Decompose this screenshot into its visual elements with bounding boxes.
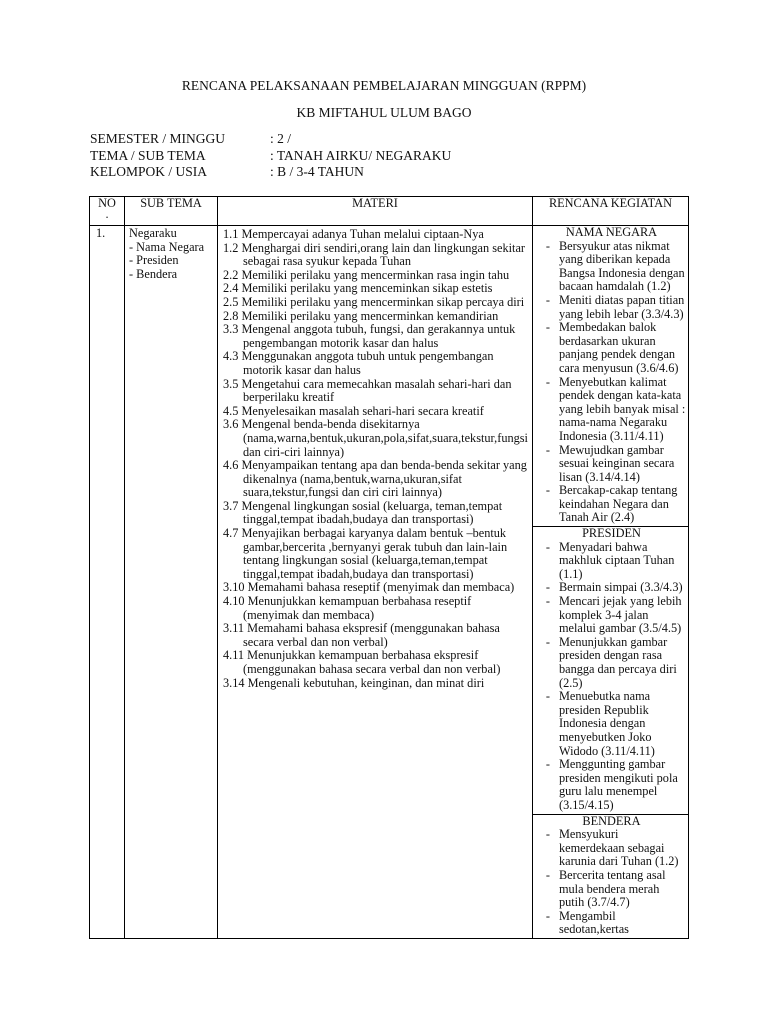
rencana-item	[537, 581, 686, 595]
dash-bullet-icon: -	[545, 689, 551, 704]
rencana-item	[537, 444, 686, 485]
rencana-item-text: Menyebutkan kalimat pendek dengan kata-kata yang lebih banyak misal : nama-nama Negaraku Indonesia (3.11/4.11)	[558, 374, 686, 443]
rencana-item-text: Menggunting gambar presiden mengikuti pola guru lalu menempel (3.15/4.15)	[558, 757, 678, 812]
materi-item: 2.5 Memiliki perilaku yang mencerminkan sikap percaya diri	[223, 294, 525, 309]
meta-row-kelompok	[90, 164, 451, 181]
rencana-item-text: Mencari jejak yang lebih komplek 3-4 jalan melalui gambar (3.5/4.5)	[558, 594, 682, 636]
rencana-item	[537, 321, 686, 375]
dash-bullet-icon: -	[545, 320, 551, 335]
dash-bullet-icon: -	[545, 594, 551, 609]
materi-item: 1.1 Mempercayai adanya Tuhan melalui ciptaan-Nya	[223, 227, 484, 241]
rencana-item	[537, 828, 686, 869]
meta-info	[90, 131, 451, 181]
meta-label: TEMA / SUB TEMA	[90, 147, 206, 163]
rppm-table	[89, 196, 689, 939]
rencana-item	[537, 910, 686, 937]
rencana-item-text: Mewujudkan gambar sesuai keinginan secara lisan (3.14/4.14)	[558, 442, 675, 484]
rencana-item-text: Menyadari bahwa makhluk ciptaan Tuhan (1.1)	[558, 539, 675, 581]
meta-value: : 2 /	[270, 131, 292, 146]
materi-item: 4.11 Menunjukkan kemampuan berbahasa ekspresif (menggunakan bahasa secara verbal dan non verbal)	[223, 648, 501, 676]
dash-bullet-icon: -	[545, 580, 551, 595]
rencana-sections	[533, 226, 688, 938]
materi-item: 2.8 Memiliki perilaku yang mencerminkan kemandirian	[223, 308, 499, 323]
header-no	[90, 197, 125, 226]
dash-bullet-icon: -	[545, 374, 551, 389]
materi-list	[218, 226, 532, 690]
header-no-text: NO .	[98, 196, 116, 221]
materi-item: 3.7 Mengenal lingkungan sosial (keluarga, teman,tempat tinggal,tempat ibadah,budaya dan transportasi)	[223, 498, 503, 527]
dash-bullet-icon: -	[545, 442, 551, 457]
header-rencana: RENCANA KEGIATAN	[532, 197, 688, 226]
rencana-item-text: Membedakan balok berdasarkan ukuran panjang pendek dengan cara menyusun (3.6/4.6)	[558, 320, 679, 375]
dash-bullet-icon: -	[545, 908, 551, 923]
rencana-item-text: Mensyukuri kemerdekaan sebagai karunia dari Tuhan (1.2)	[558, 827, 679, 869]
rencana-cell	[532, 226, 688, 939]
dash-bullet-icon: -	[545, 634, 551, 649]
rencana-item-text: Mengambil sedotan,kertas	[558, 908, 629, 937]
rencana-section	[533, 226, 688, 527]
rencana-item	[537, 869, 686, 910]
meta-value: : TANAH AIRKU/ NEGARAKU	[270, 147, 452, 163]
rencana-item-text: Menunjukkan gambar presiden dengan rasa bangga dan percaya diri (2.5)	[558, 634, 677, 690]
rencana-section-heading: NAMA NEGARA	[565, 225, 658, 239]
dash-bullet-icon: -	[545, 827, 551, 842]
dash-bullet-icon: -	[545, 757, 551, 772]
row-number: 1.	[90, 226, 125, 939]
header-materi: MATERI	[218, 197, 533, 226]
dash-bullet-icon: -	[545, 867, 551, 882]
materi-item: 3.11 Memahami bahasa ekspresif (menggunakan bahasa secara verbal dan non verbal)	[223, 621, 500, 649]
meta-row-semester	[90, 131, 451, 148]
materi-item: 4.5 Menyelesaikan masalah sehari-hari secara kreatif	[223, 403, 484, 418]
rencana-section	[533, 815, 688, 938]
materi-item: 4.6 Menyampaikan tentang apa dan benda-benda sekitar yang dikenalnya (nama,bentuk,warna,ukuran,sifat suara,tekstur,fungsi dan ciri ciri lainnya)	[223, 458, 527, 500]
meta-label: SEMESTER / MINGGU	[90, 131, 226, 146]
dash-bullet-icon: -	[545, 292, 551, 307]
materi-item: 4.7 Menyajikan berbagai karyanya dalam bentuk –bentuk gambar,bercerita ,bernyanyi gerak tubuh dan lain-lain tentang lingkungan sosial (keluarga,teman,tempat tinggal,tempat ibadah,budaya dan transportasi)	[223, 526, 508, 581]
rencana-item-text: Bermain simpai (3.3/4.3)	[558, 580, 683, 595]
table-header-row	[90, 197, 689, 226]
materi-item: 3.14 Mengenali kebutuhan, keinginan, dan minat diri	[223, 675, 485, 690]
materi-item: 3.6 Mengenal benda-benda disekitarnya (nama,warna,bentuk,ukuran,pola,sifat,suara,tekstur,fungsi dan ciri-ciri lainnya)	[223, 417, 528, 459]
rencana-item-text: Bersyukur atas nikmat yang diberikan kepada Bangsa Indonesia dengan bacaan hamdalah (1.2)	[558, 238, 685, 294]
header-sub-tema: SUB TEMA	[125, 197, 218, 226]
document-title: RENCANA PELAKSANAAN PEMBELAJARAN MINGGUAN (RPPM)	[181, 78, 587, 93]
table-row	[90, 226, 689, 939]
materi-cell	[218, 226, 533, 939]
materi-item: 3.3 Mengenal anggota tubuh, fungsi, dan gerakannya untuk pengembangan motorik kasar dan halus	[223, 322, 516, 350]
rencana-item-text: Bercakap-cakap tentang keindahan Negara dan Tanah Air (2.4)	[558, 483, 678, 525]
rencana-item	[537, 240, 686, 294]
school-name: KB MIFTAHUL ULUM BAGO	[296, 105, 472, 120]
materi-item: 3.10 Memahami bahasa reseptif (menyimak dan membaca)	[223, 580, 515, 595]
rencana-item	[537, 636, 686, 690]
rencana-item	[537, 376, 686, 444]
materi-item: 2.2 Memiliki perilaku yang mencerminkan rasa ingin tahu	[223, 267, 510, 282]
meta-value: : B / 3-4 TAHUN	[270, 164, 364, 179]
materi-item: 3.5 Mengetahui cara memecahkan masalah sehari-hari dan berperilaku kreatif	[223, 376, 512, 405]
dash-bullet-icon: -	[545, 539, 551, 554]
rencana-item	[537, 690, 686, 758]
materi-item: 4.3 Menggunakan anggota tubuh untuk pengembangan motorik kasar dan halus	[223, 349, 494, 377]
rencana-section-heading: PRESIDEN	[582, 526, 641, 541]
rencana-item-text: Meniti diatas papan titian yang lebih lebar (3.3/4.3)	[558, 292, 685, 321]
sub-tema-cell	[125, 226, 218, 939]
materi-item: 4.10 Menunjukkan kemampuan berbahasa reseptif (menyimak dan membaca)	[223, 594, 472, 622]
rencana-item	[537, 294, 686, 321]
rencana-item-text: Bercerita tentang asal mula bendera merah putih (3.7/4.7)	[558, 867, 666, 910]
rencana-item	[537, 595, 686, 636]
dash-bullet-icon: -	[545, 238, 551, 253]
rencana-item	[537, 484, 686, 525]
materi-item: 2.4 Memiliki perilaku yang menceminkan sikap estetis	[223, 281, 493, 296]
rencana-section	[533, 527, 688, 814]
dash-bullet-icon: -	[545, 483, 551, 498]
rencana-item	[537, 541, 686, 582]
sub-tema-text: Negaraku - Nama Negara - Presiden - Bendera	[129, 226, 205, 281]
rencana-item-text: Menuebutka nama presiden Republik Indonesia dengan menyebutken Joko Widodo (3.11/4.11)	[558, 689, 655, 758]
rencana-section-heading: BENDERA	[582, 813, 641, 828]
rencana-item	[537, 758, 686, 812]
meta-label: KELOMPOK / USIA	[90, 164, 208, 179]
meta-row-tema	[90, 148, 451, 165]
materi-item: 1.2 Menghargai diri sendiri,orang lain dan lingkungan sekitar sebagai rasa syukur kepada Tuhan	[223, 240, 526, 269]
